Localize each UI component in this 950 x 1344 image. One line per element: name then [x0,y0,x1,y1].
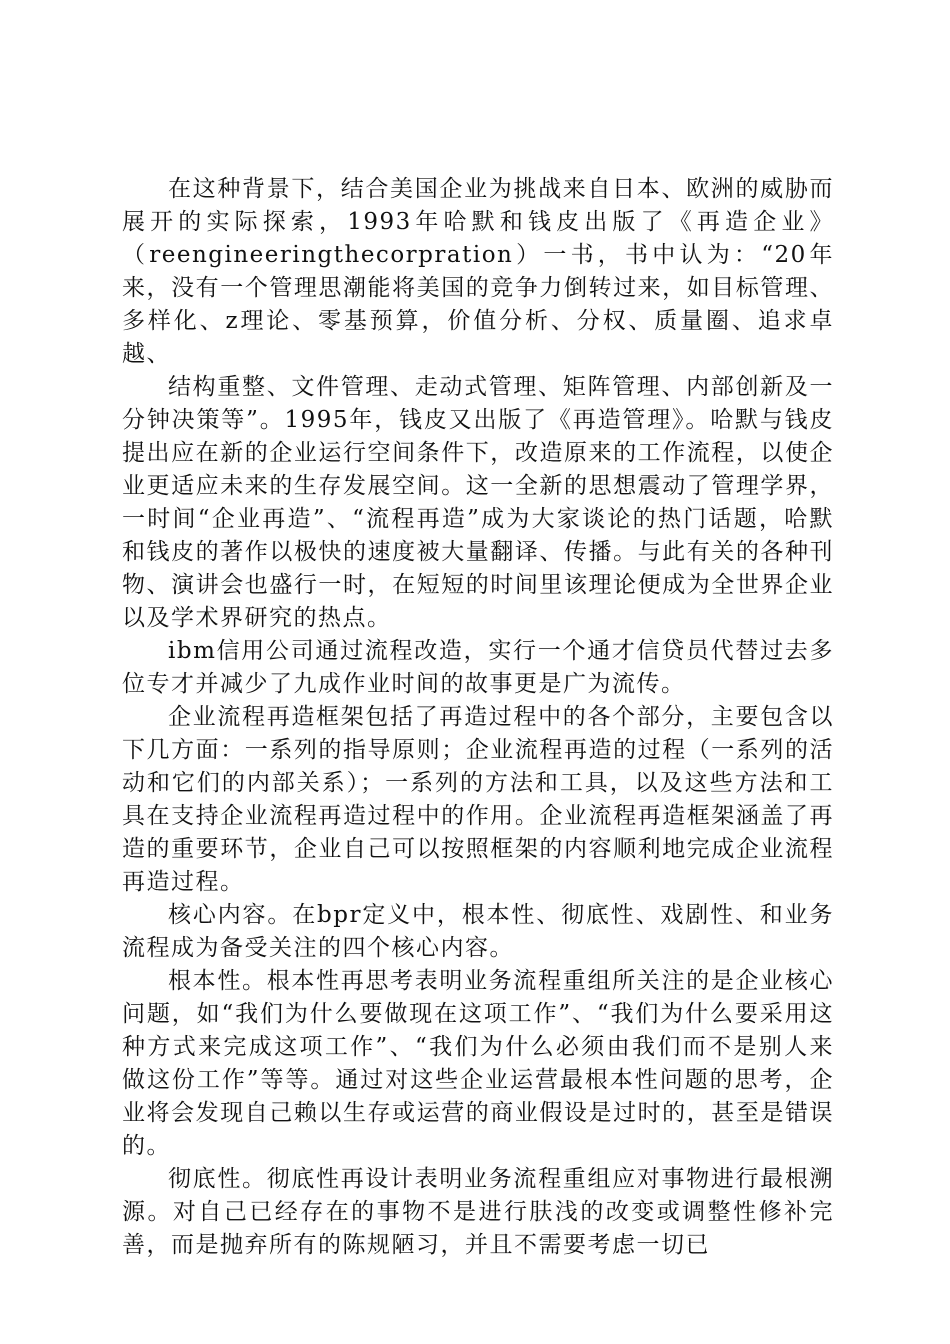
paragraph-ibm: ibm信用公司通过流程改造，实行一个通才信贷员代替过去多位专才并减少了九成作业时间的故事更是广为流传。 [122,638,834,697]
paragraph-thoroughness: 彻底性。彻底性再设计表明业务流程重组应对事物进行最根溯源。对自己已经存在的事物不是进行肤浅的改变或调整性修补完善，而是抛弃所有的陈规陋习，并且不需要考虑一切已 [122,1166,834,1258]
document-body [122,173,834,1262]
paragraph-core-content: 核心内容。在bpr定义中，根本性、彻底性、戏剧性、和业务流程成为备受关注的四个核心内容。 [122,902,834,961]
paragraph-restructuring: 结构重整、文件管理、走动式管理、矩阵管理、内部创新及一分钟决策等”。1995年，钱皮又出版了《再造管理》。哈默与钱皮提出应在新的企业运行空间条件下，改造原来的工作流程，以使企业更适应未来的生存发展空间。这一全新的思想震动了管理学界，一时间“企业再造”、“流程再造”成为大家谈论的热门话题，哈默和钱皮的著作以极快的速度被大量翻译、传播。与此有关的各种刊物、演讲会也盛行一时，在短短的时间里该理论便成为全世界企业以及学术界研究的热点。 [122,374,834,631]
paragraph-fundamental: 根本性。根本性再思考表明业务流程重组所关注的是企业核心问题，如“我们为什么要做现在这项工作”、“我们为什么要采用这种方式来完成这项工作”、“我们为什么必须由我们而不是别人来做这份工作”等等。通过对这些企业运营最根本性问题的思考，企业将会发现自己赖以生存或运营的商业假设是过时的，甚至是错误的。 [122,968,834,1159]
paragraph-background: 在这种背景下，结合美国企业为挑战来自日本、欧洲的威胁而展开的实际探索，1993年哈默和钱皮出版了《再造企业》（reengineeringthecorpration）一书，书中认为：“20年来，没有一个管理思潮能将美国的竞争力倒转过来，如目标管理、多样化、z理论、零基预算，价值分析、分权、质量圈、追求卓越、 [122,176,834,367]
paragraph-framework: 企业流程再造框架包括了再造过程中的各个部分，主要包含以下几方面：一系列的指导原则；企业流程再造的过程（一系列的活动和它们的内部关系）；一系列的方法和工具，以及这些方法和工具在支持企业流程再造过程中的作用。企业流程再造框架涵盖了再造的重要环节，企业自己可以按照框架的内容顺利地完成企业流程再造过程。 [122,704,834,895]
